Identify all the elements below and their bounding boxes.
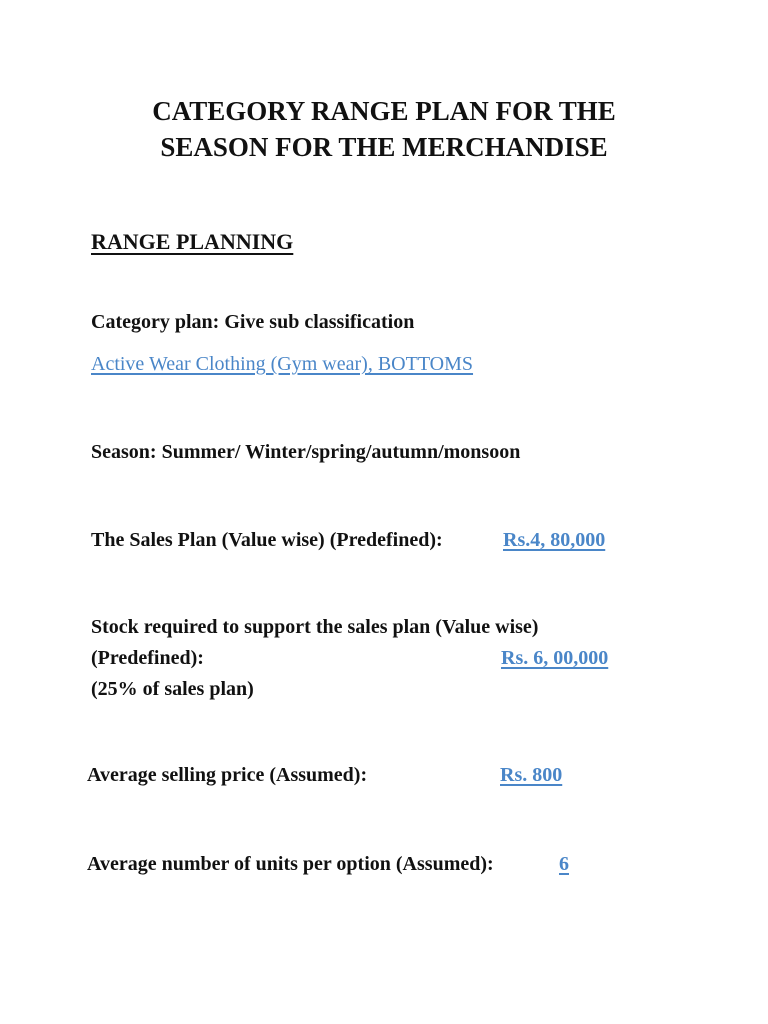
stock-required-value: Rs. 6, 00,000	[501, 647, 609, 669]
avg-units-per-option-label: Average number of units per option (Assumed):	[87, 853, 494, 875]
document-title-line-2: SEASON FOR THE MERCHANDISE	[160, 132, 608, 162]
stock-required-label-line-2: (Predefined):	[91, 647, 204, 669]
avg-selling-price-label: Average selling price (Assumed):	[87, 764, 368, 786]
category-plan-label: Category plan: Give sub classification	[91, 311, 415, 333]
stock-required-label-line-1: Stock required to support the sales plan (Value wise)	[91, 616, 539, 638]
sales-plan-label: The Sales Plan (Value wise) (Predefined):	[91, 529, 443, 551]
document-title-line-1: CATEGORY RANGE PLAN FOR THE	[152, 96, 616, 126]
stock-required-note: (25% of sales plan)	[91, 678, 254, 700]
category-plan-value: Active Wear Clothing (Gym wear), BOTTOMS	[91, 353, 474, 375]
sales-plan-value: Rs.4, 80,000	[503, 529, 606, 551]
avg-units-per-option-value: 6	[559, 853, 569, 875]
section-heading: RANGE PLANNING	[91, 229, 294, 254]
avg-selling-price-value: Rs. 800	[500, 764, 563, 786]
season-label: Season: Summer/ Winter/spring/autumn/monsoon	[91, 441, 521, 463]
